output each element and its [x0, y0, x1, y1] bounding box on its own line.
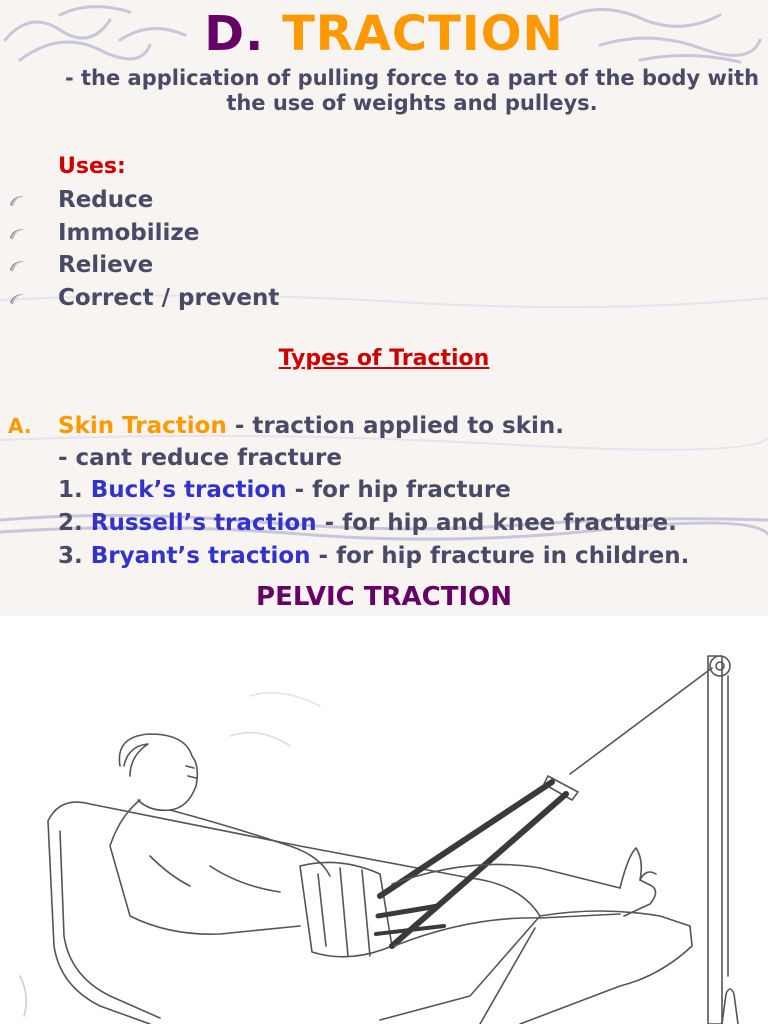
list-item [0, 282, 279, 315]
item-number: 2. [58, 510, 83, 536]
skin-traction-note: - cant reduce fracture [58, 445, 342, 471]
skin-traction-desc: - traction applied to skin. [234, 413, 565, 439]
types-heading: Types of Traction [278, 346, 490, 371]
traction-desc: - for hip and knee fracture. [324, 510, 677, 536]
skin-traction-name: Skin Traction [58, 413, 227, 439]
slide-title [0, 6, 768, 62]
use-item-label: Correct / prevent [58, 284, 280, 311]
definition-text: - the application of pulling force to a part of the body with the use of weights and pulleys. [64, 66, 760, 115]
title-prefix: D. [204, 6, 265, 62]
swirl-bullet-icon [8, 259, 26, 272]
traction-cord [570, 668, 712, 774]
traction-desc: - for hip fracture in children. [318, 543, 690, 569]
traction-name: Russell’s traction [90, 510, 317, 536]
swirl-bullet-icon [8, 227, 26, 240]
use-item-label: Relieve [58, 252, 154, 278]
item-number: 3. [58, 543, 83, 569]
list-item [0, 184, 279, 217]
skin-letter: A. [8, 414, 32, 438]
traction-desc: - for hip fracture [294, 477, 511, 503]
uses-list [0, 184, 279, 314]
traction-pole [708, 656, 722, 1024]
traction-name: Bryant’s traction [90, 543, 311, 569]
pulley-wheel [710, 656, 730, 676]
traction-name: Buck’s traction [90, 477, 287, 503]
traction-weight [722, 989, 738, 1024]
list-item [0, 217, 279, 250]
use-item-label: Reduce [58, 187, 154, 213]
list-item [58, 507, 677, 539]
pelvic-traction-heading: PELVIC TRACTION [256, 582, 512, 612]
swirl-bullet-icon [8, 194, 26, 207]
use-item-label: Immobilize [58, 219, 200, 246]
list-item [58, 474, 511, 506]
item-number: 1. [58, 477, 83, 503]
pelvic-traction-illustration [0, 616, 768, 1024]
title-word: TRACTION [282, 6, 564, 62]
list-item [58, 540, 689, 572]
list-item [0, 249, 279, 282]
uses-label: Uses: [58, 154, 126, 179]
swirl-bullet-icon [8, 292, 26, 305]
